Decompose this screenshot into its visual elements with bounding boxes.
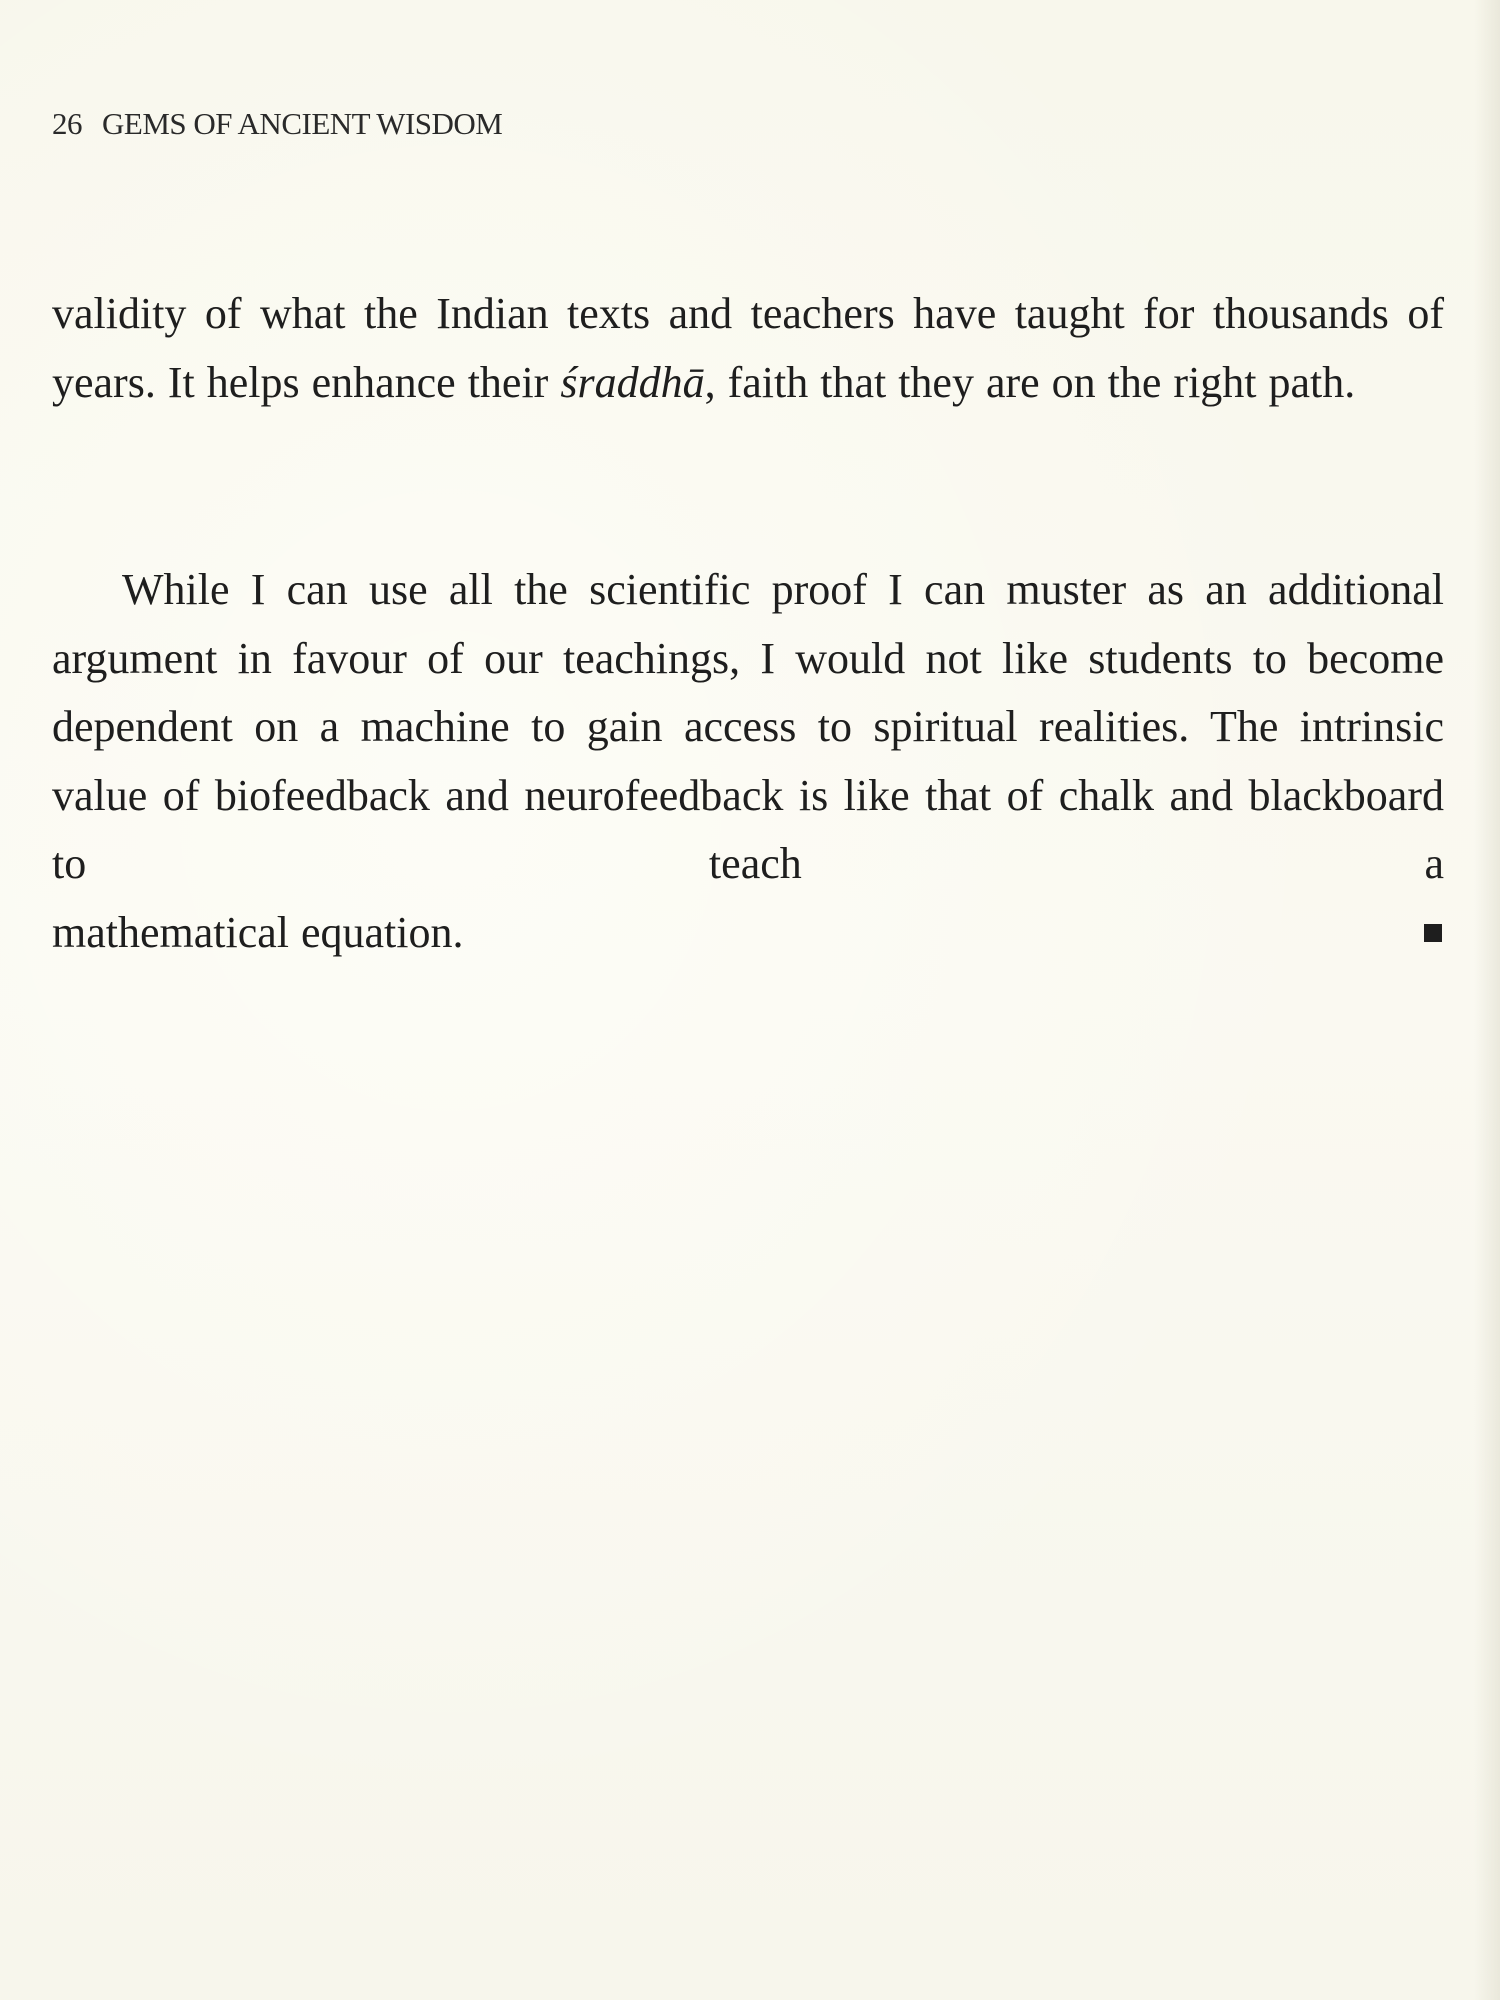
paragraph-2 xyxy=(52,556,1444,967)
paragraph-1 xyxy=(52,280,1444,417)
paragraph-1-text-before: validity of what the Indian texts and teachers have taught for thousands of years. It helps enhance their xyxy=(52,289,1444,407)
running-head xyxy=(52,106,502,142)
paragraph-1-text-after: , faith that they are on the right path. xyxy=(704,357,1356,407)
square-end-mark-icon xyxy=(1424,924,1442,942)
page-edge-shadow xyxy=(1474,0,1500,2000)
paragraph-2-last-line xyxy=(52,899,1444,968)
page-number: 26 xyxy=(52,106,82,141)
paragraph-2-text: While I can use all the scientific proof I can muster as an additional argument in favour of our teachings, I would not like students to become dependent on a machine to gain access to spiritual realities. The intrinsic value of biofeedback and neurofeedback is like that of chalk and blackboard to teach a xyxy=(52,565,1444,888)
book-title: GEMS OF ANCIENT WISDOM xyxy=(102,106,503,141)
paragraph-2-last-line-text: mathematical equation. xyxy=(52,907,464,957)
italic-term-sraddha: śraddhā xyxy=(560,357,705,407)
